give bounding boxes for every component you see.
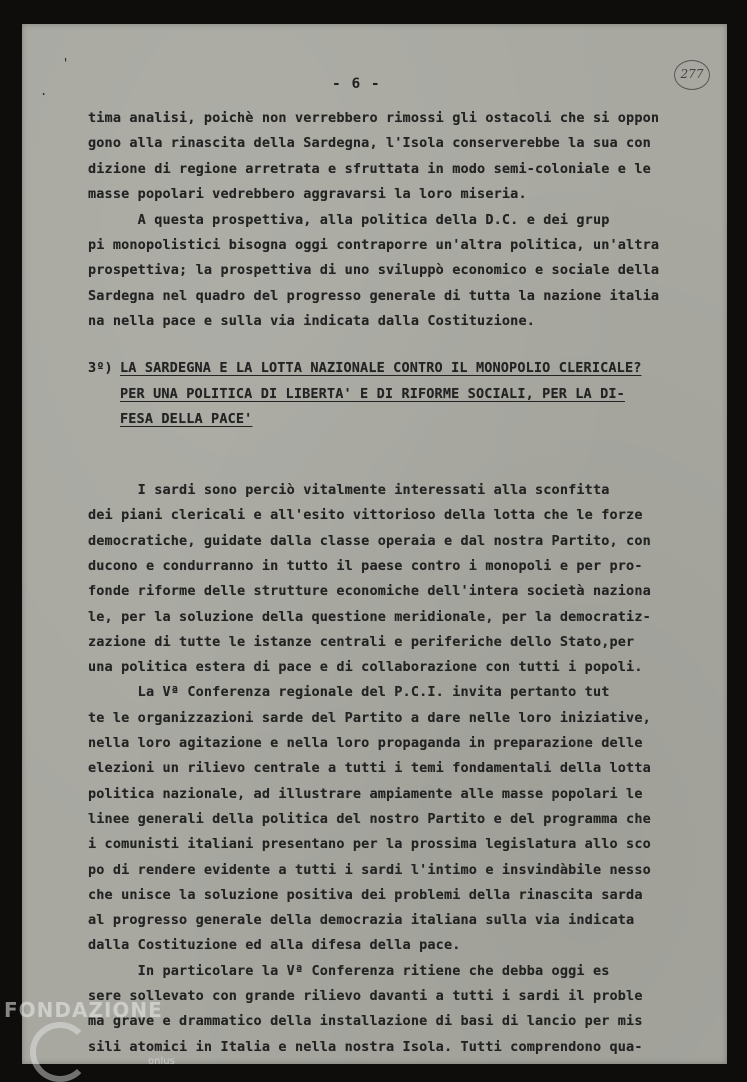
text-line: dei piani clericali e all'esito vittorioso della lotta che le forze [88,507,643,524]
text-line: masse popolari vedrebbero aggravarsi la loro miseria. [88,186,527,203]
text-line: i comunisti italiani presentano per la prossima legislatura allo sco [88,836,651,853]
text-line: gono alla rinascita della Sardegna, l'Isola conserverebbe la sua con [88,135,651,152]
text-line: nella loro agitazione e nella loro propaganda in preparazione delle [88,735,643,751]
text-line: A questa prospettiva, alla politica della D.C. e dei grup [88,211,610,228]
watermark-subtext: onlus [148,1056,175,1067]
text-line: sili atomici in Italia e nella nostra Isola. Tutti comprendono qua- [88,1038,643,1055]
text-line: le, per la soluzione della questione meridionale, per la democratiz- [88,608,651,625]
text-line: una politica estera di pace e di collaborazione con tutti i popoli. [88,659,643,676]
text-line: LA SARDEGNA E LA LOTTA NAZIONALE CONTRO IL MONOPOLIO CLERICALE? [120,360,642,376]
page-number: - 6 - [332,76,381,92]
text-line: In particolare la Vª Conferenza ritiene che debba oggi es [88,962,610,979]
text-line: prospettiva; la prospettiva di uno sviluppò economico e sociale della [88,262,660,279]
text-line: sere sollevato con grande rilievo davanti a tutti i sardi il proble [88,988,643,1004]
text-line: po di rendere evidente a tutti i sardi l'intimo e insvindàbile nesso [88,861,651,878]
margin-dot: . [40,84,48,98]
text-line: FESA DELLA PACE' [120,411,253,427]
text-line: La Vª Conferenza regionale del P.C.I. invita pertanto tut [88,684,610,701]
text-line: che unisce la soluzione positiva dei problemi della rinascita sarda [88,886,643,903]
section-number: 3º) [88,360,113,376]
text-line: linee generali della politica del nostro Partito e del programma che [88,810,651,827]
text-line: ducono e condurranno in tutto il paese contro i monopoli e per pro- [88,557,643,574]
text-line: zazione di tutte le istanze centrali e periferiche dello Stato,per [88,633,635,650]
text-line: democratiche, guidate dalla classe operaia e dal nostra Partito, con [88,532,651,549]
text-line: dalla Costituzione ed alla difesa della pace. [88,937,461,954]
text-line: fonde riforme delle strutture economiche dell'intera società naziona [88,583,651,600]
text-line: al progresso generale della democrazia italiana sulla via indicata [88,912,635,929]
text-line: te le organizzazioni sarde del Partito a dare nelle loro iniziative, [88,709,651,726]
text-line: na nella pace e sulla via indicata dalla Costituzione. [88,313,535,330]
document-page [22,24,727,1064]
text-line: ma grave e drammatico della installazione di basi di lancio per mis [88,1013,643,1030]
watermark-text: FONDAZIONE [4,998,163,1022]
text-line: tima analisi, poichè non verrebbero rimossi gli ostacoli che si oppon [88,110,660,126]
text-line: PER UNA POLITICA DI LIBERTA' E DI RIFORME SOCIALI, PER LA DI- [120,385,625,402]
watermark-logo-icon [30,1022,90,1082]
archive-stamp: 277 [674,60,710,90]
text-line: politica nazionale, ad illustrare ampiamente alle masse popolari le [88,785,643,802]
margin-mark: ' [62,56,70,70]
foundation-watermark [0,998,200,1080]
text-line: elezioni un rilievo centrale a tutti i temi fondamentali della lotta [88,760,651,777]
text-line: I sardi sono perciò vitalmente interessati alla sconfitta [88,482,610,498]
text-line: dizione di regione arretrata e sfruttata in modo semi-coloniale e le [88,160,651,177]
text-line: Sardegna nel quadro del progresso generale di tutta la nazione italia [88,287,660,304]
text-line: pi monopolistici bisogna oggi contraporre un'altra politica, un'altra [88,237,660,253]
